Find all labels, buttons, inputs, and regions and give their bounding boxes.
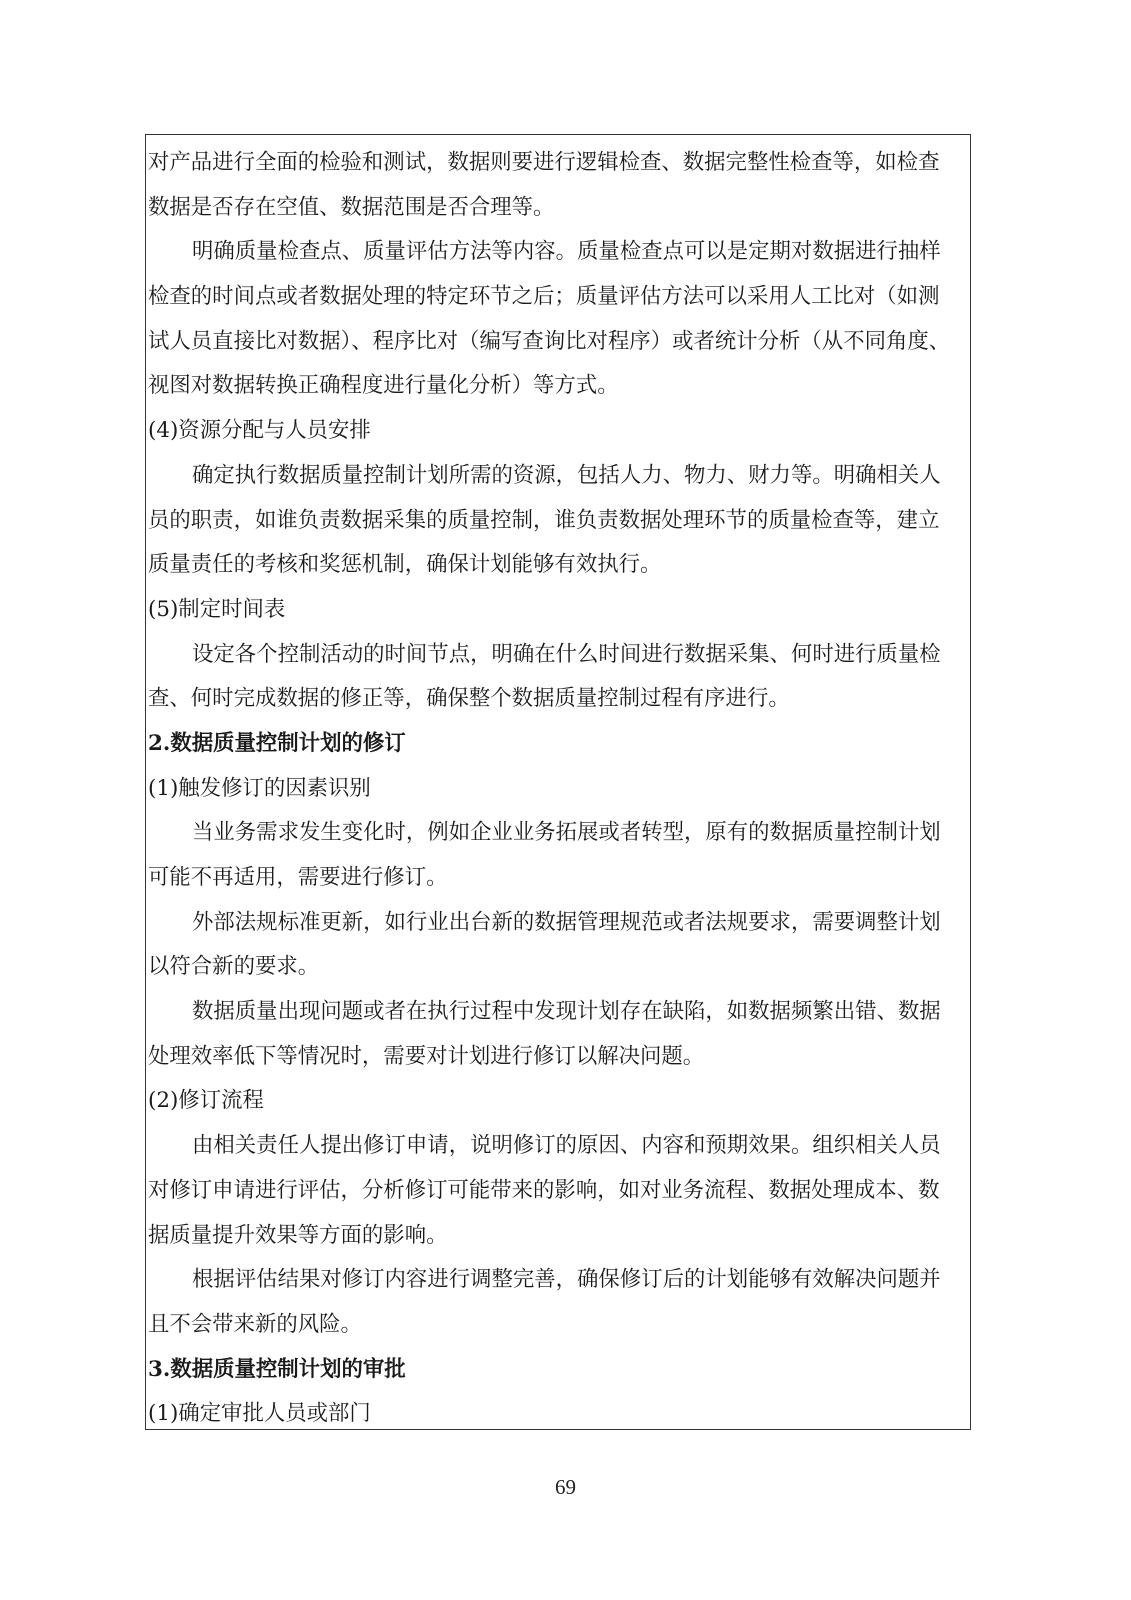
text-line: 数据质量出现问题或者在执行过程中发现计划存在缺陷，如数据频繁出错、数据 [192, 999, 941, 1025]
text-line: 处理效率低下等情况时，需要对计划进行修订以解决问题。 [148, 1043, 705, 1069]
text-line: 确定执行数据质量控制计划所需的资源，包括人力、物力、财力等。明确相关人 [192, 462, 941, 488]
text-line: 外部法规标准更新，如行业出台新的数据管理规范或者法规要求，需要调整计划 [192, 909, 941, 935]
section-heading: 2.数据质量控制计划的修订 [148, 730, 406, 756]
text-line: 根据评估结果对修订内容进行调整完善，确保修订后的计划能够有效解决问题并 [192, 1267, 941, 1293]
text-line: 明确质量检查点、质量评估方法等内容。质量检查点可以是定期对数据进行抽样 [192, 239, 941, 265]
text-line: 质量责任的考核和奖惩机制，确保计划能够有效执行。 [148, 552, 662, 578]
text-body [148, 141, 969, 1437]
text-line: 查、何时完成数据的修正等，确保整个数据质量控制过程有序进行。 [148, 686, 790, 712]
text-line: (1)确定审批人员或部门 [148, 1401, 371, 1427]
text-line: 员的职责，如谁负责数据采集的质量控制，谁负责数据处理环节的质量检查等，建立 [148, 507, 940, 533]
text-line: 可能不再适用，需要进行修订。 [148, 865, 448, 890]
text-line: 据质量提升效果等方面的影响。 [148, 1222, 448, 1248]
text-line: 且不会带来新的风险。 [148, 1311, 362, 1337]
text-line: (1)触发修订的因素识别 [148, 775, 371, 801]
page-number: 69 [555, 1475, 576, 1499]
text-line: 试人员直接比对数据）、程序比对（编写查询比对程序）或者统计分析（从不同角度、 [148, 328, 951, 354]
content-table-cell [145, 134, 971, 1430]
text-line: 设定各个控制活动的时间节点，明确在什么时间进行数据采集、何时进行质量检 [192, 641, 941, 667]
text-line: 数据是否存在空值、数据范围是否合理等。 [148, 194, 555, 220]
section-heading: 3.数据质量控制计划的审批 [148, 1356, 406, 1382]
text-line: 由相关责任人提出修订申请，说明修订的原因、内容和预期效果。组织相关人员 [192, 1133, 941, 1159]
text-line: 视图对数据转换正确程度进行量化分析）等方式。 [148, 373, 619, 399]
text-line: 对产品进行全面的检验和测试，数据则要进行逻辑检查、数据完整性检查等，如检查 [148, 150, 940, 175]
text-line: (5)制定时间表 [148, 596, 286, 622]
text-line: 以符合新的要求。 [148, 954, 320, 980]
text-line: 检查的时间点或者数据处理的特定环节之后；质量评估方法可以采用人工比对（如测 [148, 284, 940, 310]
text-line: 当业务需求发生变化时，例如企业业务拓展或者转型，原有的数据质量控制计划 [192, 820, 941, 846]
text-line: 对修订申请进行评估，分析修订可能带来的影响，如对业务流程、数据处理成本、数 [148, 1177, 940, 1203]
text-line: (2)修订流程 [148, 1088, 264, 1114]
text-line: (4)资源分配与人员安排 [148, 418, 371, 444]
